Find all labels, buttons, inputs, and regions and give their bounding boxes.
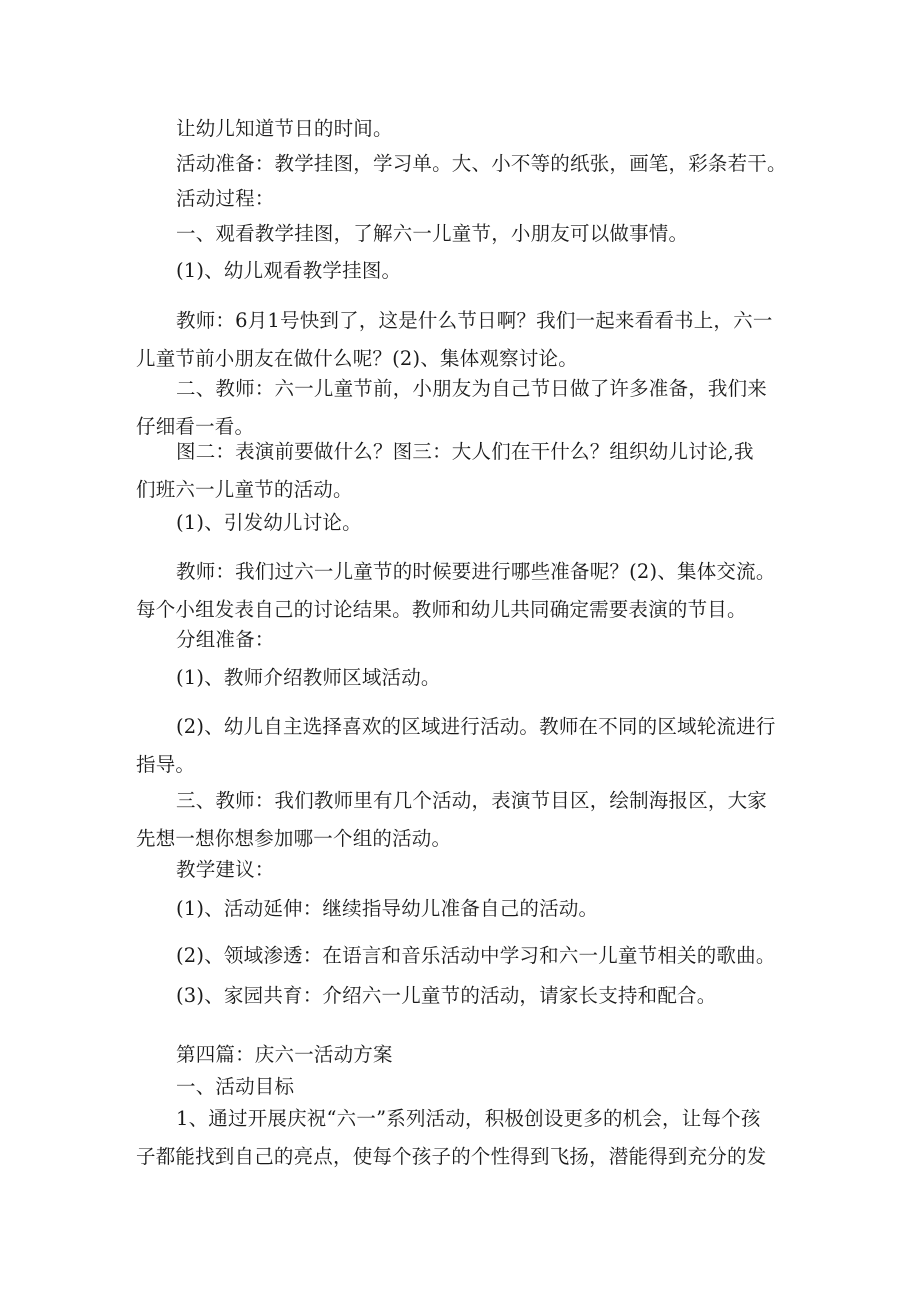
- text-line: 1、通过开展庆祝“六一”系列活动，积极创设更多的机会，让每个孩: [176, 1107, 761, 1130]
- text-line: 仔细看一看。: [136, 415, 255, 438]
- text-line: 教学建议：: [176, 858, 275, 881]
- text-line: 教师：6月1号快到了，这是什么节日啊？我们一起来看看书上，六一: [176, 309, 773, 332]
- paragraph: [136, 252, 796, 290]
- text-line: 图二：表演前要做什么？图三：大人们在干什么？组织幼儿讨论,我: [176, 440, 754, 463]
- text-line: 指导。: [136, 753, 196, 776]
- text-line: (3)、家园共育：介绍六一儿童节的活动，请家长支持和配合。: [176, 984, 717, 1007]
- paragraph: [136, 977, 796, 1015]
- text-line: 一、观看教学挂图，了解六一儿童节，小朋友可以做事情。: [176, 222, 689, 245]
- paragraph: [136, 504, 796, 542]
- text-line: 教师：我们过六一儿童节的时候要进行哪些准备呢？(2)、集体交流。: [176, 560, 776, 583]
- text-line: 让幼儿知道节日的时间。: [176, 117, 393, 140]
- paragraph: [136, 937, 796, 975]
- text-line: 活动过程：: [176, 187, 275, 210]
- paragraph: [136, 433, 796, 509]
- paragraph: [136, 659, 796, 697]
- text-line: (2)、领域渗透：在语言和音乐活动中学习和六一儿童节相关的歌曲。: [176, 944, 776, 967]
- text-line: (1)、幼儿观看教学挂图。: [176, 259, 402, 282]
- paragraph: [136, 302, 796, 378]
- text-line: 每个小组发表自己的讨论结果。教师和幼儿共同确定需要表演的节目。: [136, 598, 747, 621]
- paragraph: [136, 145, 796, 183]
- paragraph: [136, 621, 796, 659]
- paragraph: [136, 851, 796, 889]
- text-line: 第四篇：庆六一活动方案: [176, 1043, 393, 1066]
- text-line: 一、活动目标: [176, 1075, 295, 1098]
- paragraph: [136, 782, 796, 858]
- text-line: 活动准备：教学挂图，学习单。大、小不等的纸张，画笔，彩条若干。: [176, 152, 787, 175]
- text-line: (1)、教师介绍教师区域活动。: [176, 666, 441, 689]
- text-line: (1)、引发幼儿讨论。: [176, 511, 362, 534]
- text-line: 三、教师：我们教师里有几个活动，表演节目区，绘制海报区，大家: [176, 789, 768, 812]
- text-line: 二、教师：六一儿童节前，小朋友为自己节日做了许多准备，我们来: [176, 377, 768, 400]
- paragraph: [136, 890, 796, 928]
- paragraph: [136, 708, 796, 784]
- paragraph: [136, 1100, 796, 1176]
- text-line: 儿童节前小朋友在做什么呢？(2)、集体观察讨论。: [136, 347, 578, 370]
- paragraph: [136, 180, 796, 218]
- text-line: 先想一想你想参加哪一个组的活动。: [136, 827, 452, 850]
- text-line: 们班六一儿童节的活动。: [136, 478, 353, 501]
- text-line: 分组准备：: [176, 628, 275, 651]
- text-line: 子都能找到自己的亮点，使每个孩子的个性得到飞扬，潜能得到充分的发: [136, 1145, 767, 1168]
- text-line: (1)、活动延伸：继续指导幼儿准备自己的活动。: [176, 897, 599, 920]
- paragraph: [136, 553, 796, 629]
- text-line: (2)、幼儿自主选择喜欢的区域进行活动。教师在不同的区域轮流进行: [176, 715, 776, 738]
- paragraph: [136, 215, 796, 253]
- paragraph: [136, 110, 796, 148]
